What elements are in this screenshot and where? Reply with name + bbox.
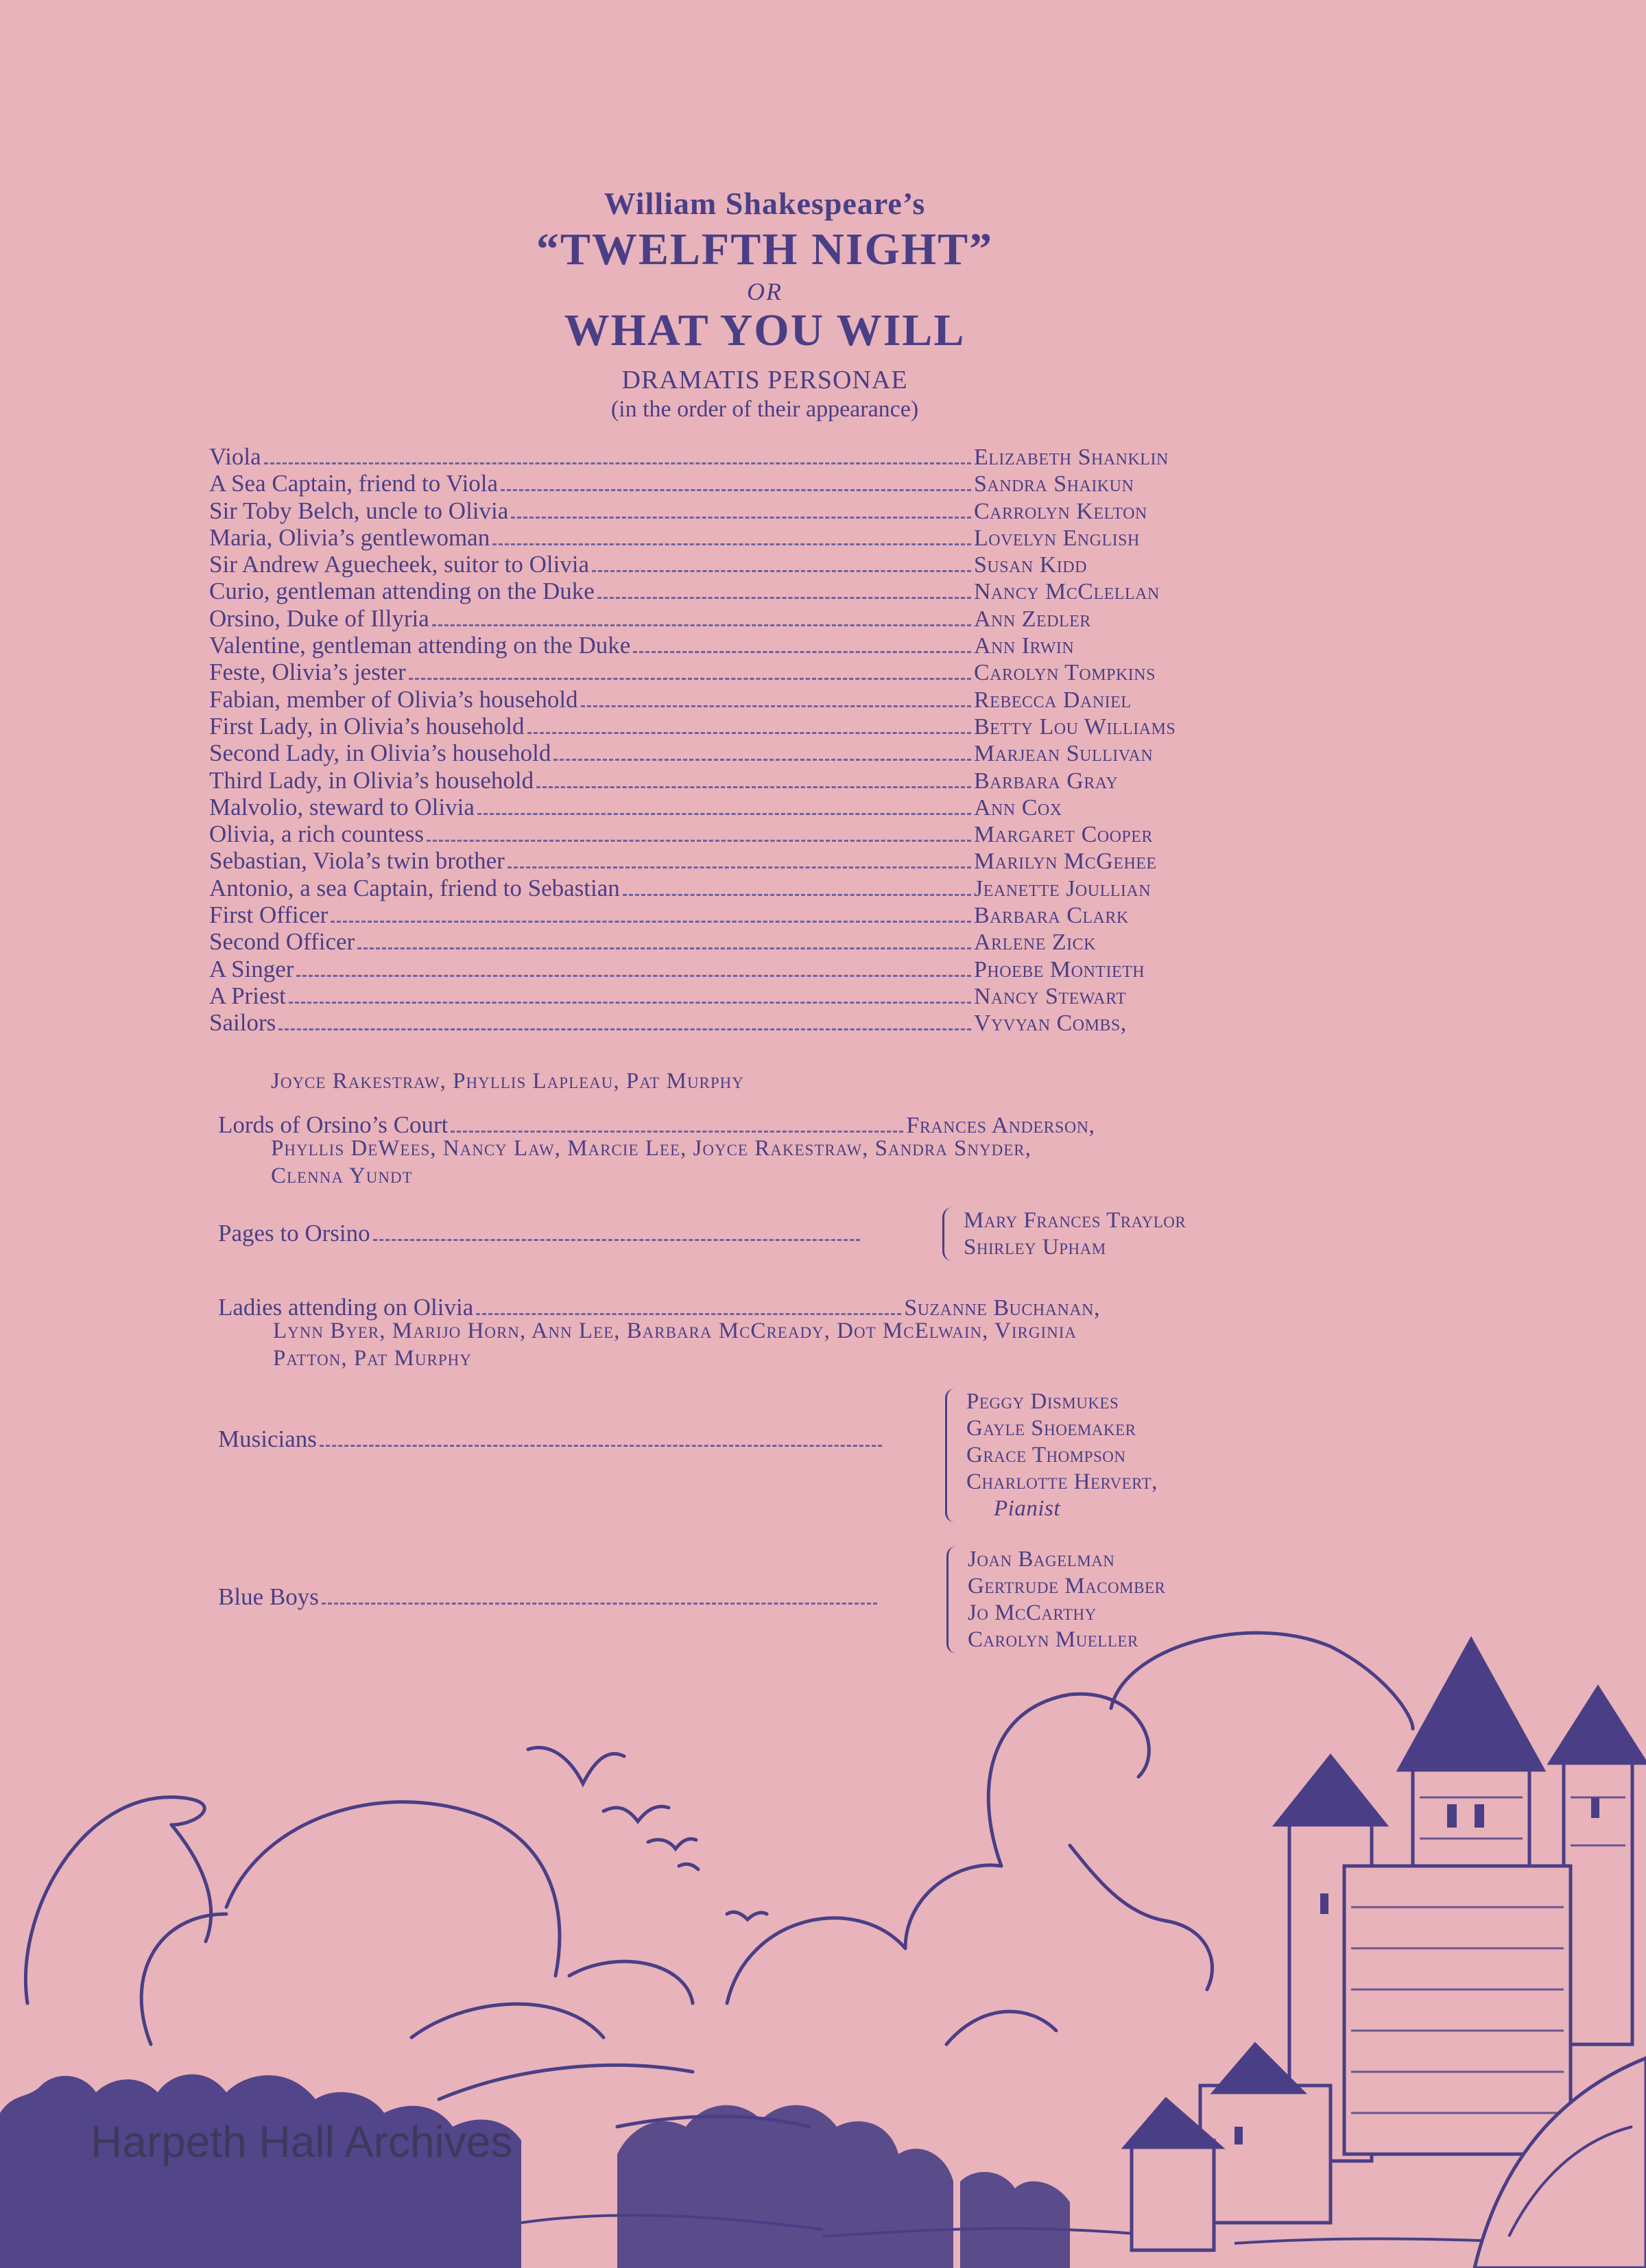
cast-row <box>209 794 1238 820</box>
cast-actor: Marilyn McGehee <box>974 849 1157 875</box>
cast-role: A Sea Captain, friend to Viola <box>209 470 499 497</box>
cast-role: Olivia, a rich countess <box>209 820 424 848</box>
cast-actor: Betty Lou Williams <box>974 713 1176 740</box>
leader-dots <box>427 840 971 842</box>
ladies-continuation-1: Lynn Byer, Marijo Horn, Ann Lee, Barbara McCready, Dot McElwain, Virginia <box>273 1319 1077 1343</box>
musician-1: Peggy Dismukes <box>966 1389 1119 1414</box>
leader-dots <box>289 1002 971 1004</box>
cast-role: Fabian, member of Olivia’s household <box>209 685 578 713</box>
pages-actors <box>942 1207 1186 1261</box>
musicians-actors <box>945 1389 1158 1522</box>
cast-actor: Jeanette Joullian <box>974 875 1152 901</box>
cast-list <box>209 443 1238 1037</box>
cast-actor: Nancy Stewart <box>974 983 1127 1009</box>
leader-dots <box>357 947 971 949</box>
cast-actor: Susan Kidd <box>974 552 1087 578</box>
cast-row <box>209 820 1238 847</box>
ladies-row <box>218 1294 1315 1321</box>
cast-role: Malvolio, steward to Olivia <box>209 793 475 820</box>
lords-actor: Frances Anderson, <box>906 1113 1095 1138</box>
leader-dots <box>409 678 971 680</box>
leader-dots <box>623 894 971 896</box>
leader-dots <box>592 570 971 572</box>
leader-dots <box>511 517 971 519</box>
cast-row <box>209 659 1238 685</box>
cast-role: Maria, Olivia’s gentlewoman <box>209 523 490 551</box>
lords-group <box>218 1111 1315 1139</box>
cast-row <box>209 470 1238 497</box>
lords-role: Lords of Orsino’s Court <box>218 1111 449 1138</box>
cast-role: First Officer <box>209 901 329 929</box>
cast-role: Second Lady, in Olivia’s household <box>209 740 551 767</box>
leader-dots <box>597 597 971 599</box>
cast-row <box>209 901 1238 928</box>
cast-role: Viola <box>209 443 261 470</box>
cast-actor: Arlene Zick <box>974 930 1096 956</box>
lords-continuation-1: Phyllis DeWees, Nancy Law, Marcie Lee, Joyce Rakestraw, Sandra Snyder, <box>271 1136 1031 1161</box>
ladies-actor: Suzanne Buchanan, <box>904 1295 1101 1321</box>
pages-actor-2: Shirley Upham <box>964 1235 1106 1260</box>
cast-role: Third Lady, in Olivia’s household <box>209 766 534 794</box>
cast-row <box>209 847 1238 874</box>
blue-boys-role: Blue Boys <box>218 1583 319 1610</box>
cast-actor: Lovelyn English <box>974 525 1140 551</box>
leader-dots <box>451 1131 903 1133</box>
cast-row <box>209 524 1238 551</box>
leader-dots <box>476 1313 901 1315</box>
cast-actor: Nancy McClellan <box>974 579 1160 605</box>
leader-dots <box>373 1239 860 1241</box>
blue-boy-4: Carolyn Mueller <box>968 1627 1138 1652</box>
cast-actor: Sandra Shaikun <box>974 471 1134 497</box>
cast-role: Curio, gentleman attending on the Duke <box>209 578 595 605</box>
cast-actor: Ann Zedler <box>974 606 1091 632</box>
cast-row <box>209 497 1238 524</box>
musician-3: Grace Thompson <box>966 1443 1126 1467</box>
cast-actor: Elizabeth Shanklin <box>974 445 1169 470</box>
leader-dots <box>264 462 971 464</box>
cast-role: Sir Andrew Aguecheek, suitor to Olivia <box>209 551 590 578</box>
leader-dots <box>432 624 971 626</box>
blue-boy-3: Jo McCarthy <box>968 1600 1097 1625</box>
cast-row <box>209 632 1238 659</box>
leader-dots <box>477 813 971 815</box>
cast-row <box>209 740 1238 766</box>
author-line: William Shakespeare’s <box>604 186 926 221</box>
leader-dots <box>508 866 971 869</box>
leader-dots <box>633 651 971 653</box>
play-subtitle: WHAT YOU WILL <box>564 305 966 355</box>
pianist-note: Pianist <box>994 1496 1061 1521</box>
ladies-continuation-2: Patton, Pat Murphy <box>273 1346 472 1371</box>
cast-row <box>209 578 1238 604</box>
cast-row <box>209 551 1238 578</box>
leader-dots <box>553 759 971 761</box>
blue-boy-1: Joan Bagelman <box>968 1547 1115 1572</box>
cast-row <box>209 928 1238 955</box>
blue-boy-2: Gertrude Macomber <box>968 1574 1166 1598</box>
or-line: OR <box>747 278 783 305</box>
cast-actor: Phoebe Montieth <box>974 956 1145 982</box>
castle-landscape-illustration <box>0 1619 1646 2268</box>
pages-role: Pages to Orsino <box>218 1220 370 1247</box>
play-title: “TWELFTH NIGHT” <box>536 224 994 274</box>
cast-role: Feste, Olivia’s jester <box>209 659 406 686</box>
leader-dots <box>492 543 971 545</box>
leader-dots <box>296 975 971 977</box>
lords-row <box>218 1111 1315 1139</box>
sailors-continuation: Joyce Rakestraw, Phyllis Lapleau, Pat Murphy <box>271 1069 744 1094</box>
cast-row <box>209 875 1238 901</box>
leader-dots <box>331 921 971 923</box>
cast-actor: Ann Irwin <box>974 633 1075 659</box>
musician-4: Charlotte Hervert, <box>966 1469 1158 1494</box>
cast-role: First Lady, in Olivia’s household <box>209 712 525 740</box>
cast-role: Second Officer <box>209 928 355 956</box>
ladies-group <box>218 1294 1315 1321</box>
leader-dots <box>501 489 971 491</box>
cast-role: Sir Toby Belch, uncle to Olivia <box>209 497 509 524</box>
cast-row <box>209 605 1238 632</box>
archive-watermark: Harpeth Hall Archives <box>91 2117 513 2166</box>
cast-role: Orsino, Duke of Illyria <box>209 604 429 632</box>
leader-dots <box>536 786 971 788</box>
cast-actor: Carolyn Tompkins <box>974 660 1156 686</box>
cast-row <box>209 1009 1238 1036</box>
cast-actor: Barbara Gray <box>974 768 1119 794</box>
cast-role: A Priest <box>209 982 286 1009</box>
lords-continuation-2: Clenna Yundt <box>271 1163 413 1188</box>
cast-role: Antonio, a sea Captain, friend to Sebastian <box>209 874 620 901</box>
cast-row <box>209 713 1238 740</box>
cast-actor: Carrolyn Kelton <box>974 498 1147 524</box>
cast-row <box>209 443 1238 470</box>
cast-role: A Singer <box>209 955 294 982</box>
leader-dots <box>581 705 971 707</box>
cast-role: Sebastian, Viola’s twin brother <box>209 847 505 875</box>
cast-row <box>209 982 1238 1009</box>
cast-actor: Margaret Cooper <box>974 822 1153 848</box>
leader-dots <box>322 1603 877 1605</box>
cast-actor: Marjean Sullivan <box>974 741 1154 767</box>
musician-2: Gayle Shoemaker <box>966 1416 1136 1441</box>
musicians-role: Musicians <box>218 1426 317 1452</box>
leader-dots <box>527 732 971 734</box>
pages-actor-1: Mary Frances Traylor <box>964 1208 1186 1233</box>
leader-dots <box>278 1028 971 1030</box>
leader-dots <box>320 1445 882 1447</box>
cast-role: Valentine, gentleman attending on the Duke <box>209 632 631 659</box>
cast-row <box>209 956 1238 982</box>
order-note: (in the order of their appearance) <box>610 397 919 422</box>
cast-actor: Barbara Clark <box>974 903 1129 929</box>
dramatis-personae-heading: DRAMATIS PERSONAE <box>621 366 908 394</box>
cast-row <box>209 686 1238 713</box>
ladies-role: Ladies attending on Olivia <box>218 1294 474 1321</box>
cast-actor: Ann Cox <box>974 794 1062 820</box>
cast-row <box>209 767 1238 794</box>
cast-actor: Rebecca Daniel <box>974 687 1132 713</box>
cast-actor: Vyvyan Combs, <box>974 1011 1127 1037</box>
cast-role: Sailors <box>209 1009 276 1037</box>
